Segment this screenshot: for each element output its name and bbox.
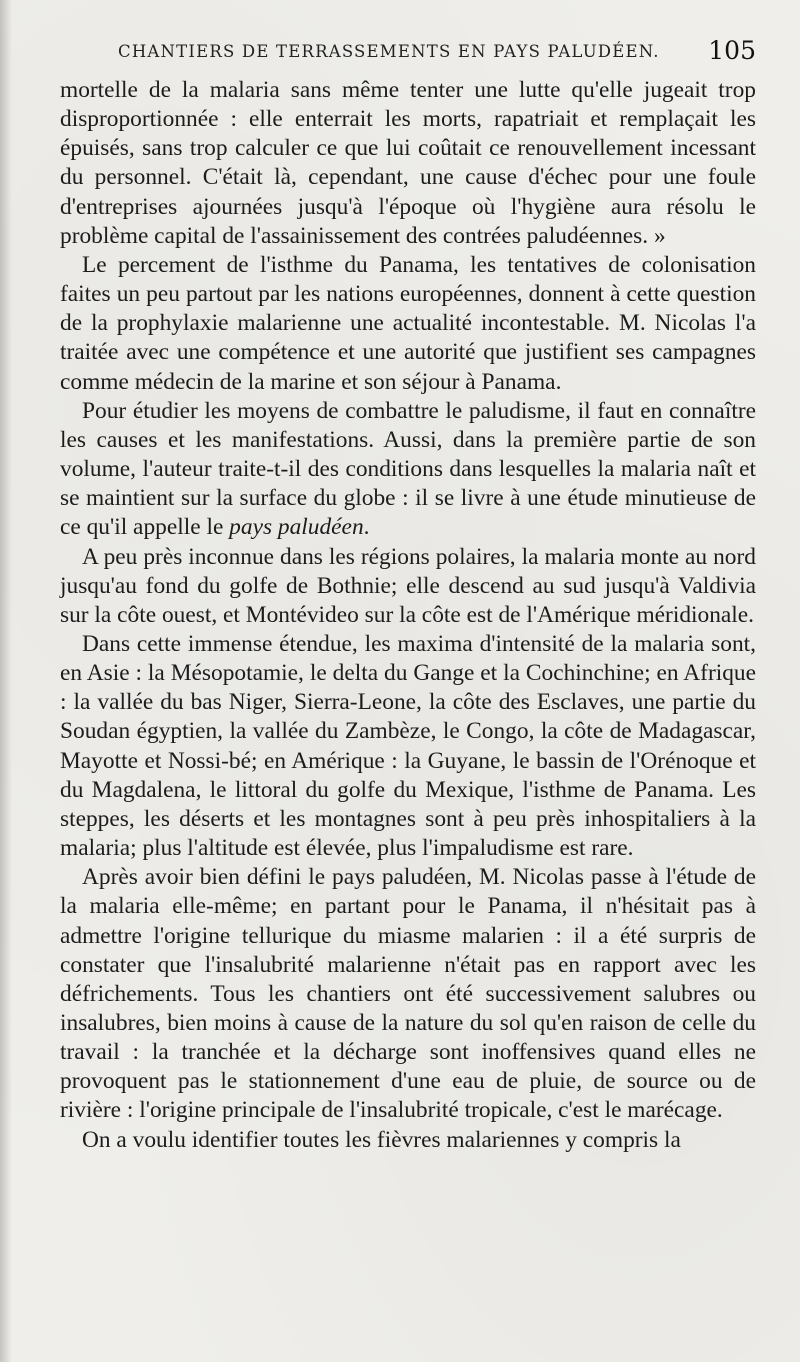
page-number: 105: [708, 36, 756, 65]
italic-term: pays paludéen: [229, 514, 364, 541]
paragraph: Après avoir bien défini le pays paludéen, M. Nicolas passe à l'étude de la malaria elle-même; en partant pour le Panama, il n'hésitait pas à admettre l'origine tellurique du miasme malarien : il a été surpris de constater que l'insalubrité malarienne n'était pas en rapport avec les défrichements. Tous les chantiers ont été successivement salubres ou insalubres, bien moins à cause de la nature du sol qu'en raison de celle du travail : la tranchée et la décharge sont inoffensives quand elles ne provoquent pas le stationnement d'une eau de pluie, de source ou de rivière : l'origine principale de l'insalubrité tropicale, c'est le marécage.: [60, 864, 756, 1124]
paragraph-text: .: [363, 514, 370, 541]
binding-shadow: [0, 0, 12, 1362]
paragraph: A peu près inconnue dans les régions polaires, la malaria monte au nord jusqu'au fond du golfe de Bothnie; elle descend au sud jusqu'à Valdivia sur la côte ouest, et Montévideo sur la côte est de l'Amérique méridionale.: [60, 543, 756, 628]
paragraph: On a voulu identifier toutes les fièvres malariennes y compris la: [82, 1126, 681, 1153]
paragraph: [60, 397, 756, 543]
running-title: CHANTIERS DE TERRASSEMENTS EN PAYS PALUDÉEN.: [118, 42, 660, 61]
paragraph: Dans cette immense étendue, les maxima d'intensité de la malaria sont, en Asie : la Mésopotamie, le delta du Gange et la Cochinchine; en Afrique : la vallée du bas Niger, Sierra-Leone, la côte des Esclaves, une partie du Soudan égyptien, la vallée du Zambèze, le Congo, la côte de Madagascar, Mayotte et Nossi-bé; en Amérique : la Guyane, le bassin de l'Orénoque et du Magdalena, le littoral du golfe du Mexique, l'isthme de Panama. Les steppes, les déserts et les montagnes sont à peu près inhospitaliers à la malaria; plus l'altitude est élevée, plus l'impaludisme est rare.: [60, 630, 756, 862]
paragraph: mortelle de la malaria sans même tenter une lutte qu'elle jugeait trop disproportionnée : elle enterrait les morts, rapatriait et remplaçait les épuisés, sans trop calculer ce que lui coûtait ce renouvellement incessant du personnel. C'était là, cependant, une cause d'échec pour une foule d'entreprises ajournées jusqu'à l'époque où l'hygiène aura résolu le problème capital de l'assainissement des contrées paludéennes. »: [60, 77, 756, 249]
body-text: [60, 76, 756, 1155]
paragraph: Le percement de l'isthme du Panama, les tentatives de colonisation faites un peu partout par les nations européennes, donnent à cette question de la prophylaxie malarienne une actualité incontestable. M. Nicolas l'a traitée avec une compétence et une autorité que justifient ses campagnes comme médecin de la marine et son séjour à Panama.: [60, 251, 756, 395]
paragraph-text: Pour étudier les moyens de combattre le paludisme, il faut en connaître les causes et les manifestations. Aussi, dans la première partie de son volume, l'auteur traite-t-il des conditions dans lesquelles la malaria naît et se maintient sur la surface du globe : il se livre à une étude minutieuse de ce qu'il appelle le: [60, 397, 756, 541]
running-head: [60, 36, 756, 66]
